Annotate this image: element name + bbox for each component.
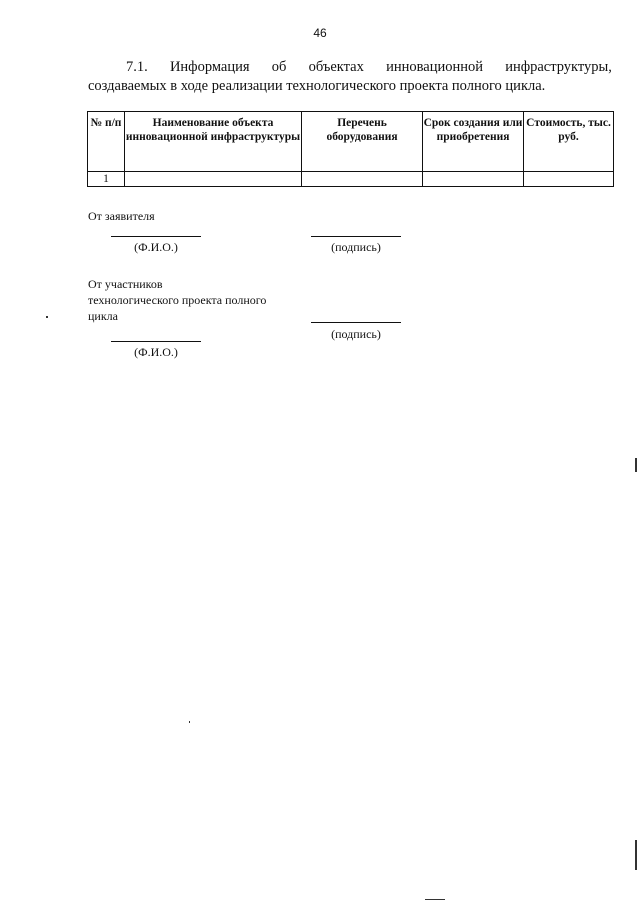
applicant-signature-caption: (подпись) (331, 240, 381, 254)
table-header-row (88, 112, 614, 172)
section-heading (88, 58, 612, 96)
page-number: 46 (313, 26, 327, 40)
table-cell (524, 172, 614, 187)
participants-fio-caption: (Ф.И.О.) (134, 345, 178, 359)
header-cell-cost: Стоимость, тыс. руб. (524, 112, 614, 172)
header-cell-term: Срок создания или приобретения (423, 112, 524, 172)
section-number: 7.1. (126, 59, 148, 75)
scan-edge-mark (635, 840, 637, 870)
header-cell-number: № п/п (88, 112, 125, 172)
heading-word: об (271, 59, 287, 75)
infrastructure-table (87, 111, 614, 187)
table-cell (302, 172, 423, 187)
table-cell: 1 (88, 172, 125, 187)
table-cell (125, 172, 302, 187)
participants-label-line: технологического проекта полного (88, 293, 267, 307)
participants-signature-caption: (подпись) (331, 327, 381, 341)
participants-label (88, 276, 266, 324)
heading-word: инновационной (386, 59, 483, 75)
header-cell-object-name: Наименование объекта инновационной инфраструктуры (125, 112, 302, 172)
heading-word: Информация (169, 59, 250, 75)
heading-word: объектах (308, 59, 364, 75)
scan-edge-mark (425, 899, 445, 900)
applicant-signature-line (311, 236, 401, 237)
heading-line-1 (88, 58, 612, 77)
participants-fio-line (111, 341, 201, 342)
applicant-fio-line (111, 236, 201, 237)
heading-word: инфраструктуры, (505, 59, 612, 75)
applicant-label: От заявителя (88, 209, 155, 223)
table-row (88, 172, 614, 187)
header-cell-equipment: Перечень оборудования (302, 112, 423, 172)
scan-speck (46, 316, 48, 318)
participants-label-line: От участников (88, 277, 163, 291)
scan-edge-mark (635, 458, 637, 472)
table-cell (423, 172, 524, 187)
participants-signature-line (311, 322, 401, 323)
applicant-fio-caption: (Ф.И.О.) (134, 240, 178, 254)
participants-label-line: цикла (88, 309, 118, 323)
heading-line-2: создаваемых в ходе реализации технологического проекта полного цикла. (88, 78, 546, 94)
scan-speck (189, 721, 190, 723)
